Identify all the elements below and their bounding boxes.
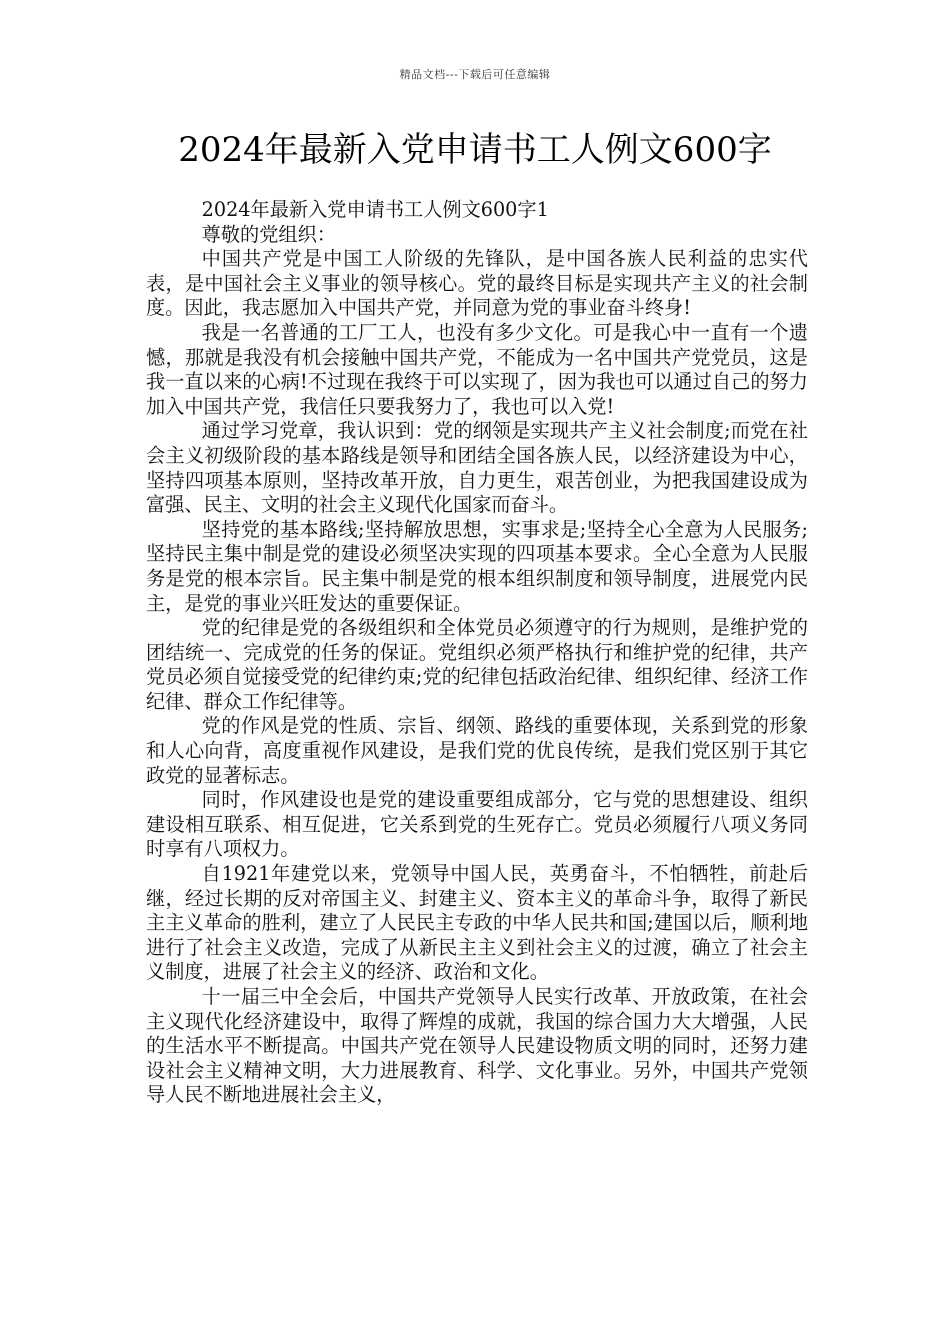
document-title: 2024年最新入党申请书工人例文600字 [178,130,772,170]
paragraph-5: 党的纪律是党的各级组织和全体党员必须遵守的行为规则，是维护党的团结统一、完成党的任务的保证。党组织必须严格执行和维护党的纪律，共产党员必须自觉接受党的纪律约束;党的纪律包括政治纪律、组织纪律、经济工作纪律、群众工作纪律等。 [146,616,808,713]
paragraph-6: 党的作风是党的性质、宗旨、纲领、路线的重要体现，关系到党的形象和人心向背，高度重视作风建设，是我们党的优良传统，是我们党区别于其它政党的显著标志。 [146,714,808,787]
paragraph-8: 自1921年建党以来，党领导中国人民，英勇奋斗，不怕牺牲，前赴后继，经过长期的反对帝国主义、封建主义、资本主义的革命斗争，取得了新民主主义革命的胜利，建立了人民民主专政的中华人民共和国;建国以后，顺利地进行了社会主义改造，完成了从新民主主义到社会主义的过渡，确立了社会主义制度，进展了社会主义的经济、政治和文化。 [146,862,808,984]
header-note: 精品文档---下载后可任意编辑 [399,68,551,81]
document-subtitle: 2024年最新入党申请书工人例文600字1 [201,198,549,221]
paragraph-2: 我是一名普通的工厂工人，也没有多少文化。可是我心中一直有一个遗憾，那就是我没有机会接触中国共产党，不能成为一名中国共产党党员，这是我一直以来的心病!不过现在我终于可以实现了，因为我也可以通过自己的努力加入中国共产党，我信任只要我努力了，我也可以入党! [146,320,808,418]
salutation: 尊敬的党组织： [201,222,336,246]
document-body [146,198,808,1108]
paragraph-4: 坚持党的基本路线;坚持解放思想，实事求是;坚持全心全意为人民服务;坚持民主集中制是党的建设必须坚决实现的四项基本要求。全心全意为人民服务是党的根本宗旨。民主集中制是党的根本组织制度和领导制度，进展党内民主，是党的事业兴旺发达的重要保证。 [146,517,808,615]
paragraph-3: 通过学习党章，我认识到：党的纲领是实现共产主义社会制度;而党在社会主义初级阶段的基本路线是领导和团结全国各族人民，以经济建设为中心，坚持四项基本原则，坚持改革开放，自力更生，艰苦创业，为把我国建设成为富强、民主、文明的社会主义现代化国家而奋斗。 [146,419,808,517]
paragraph-1: 中国共产党是中国工人阶级的先锋队，是中国各族人民利益的忠实代表，是中国社会主义事业的领导核心。党的最终目标是实现共产主义的社会制度。因此，我志愿加入中国共产党，并同意为党的事业奋斗终身! [146,247,808,320]
paragraph-7: 同时，作风建设也是党的建设重要组成部分，它与党的思想建设、组织建设相互联系、相互促进，它关系到党的生死存亡。党员必须履行八项义务同时享有八项权力。 [146,788,808,861]
paragraph-9: 十一届三中全会后，中国共产党领导人民实行改革、开放政策，在社会主义现代化经济建设中，取得了辉煌的成就，我国的综合国力大大增强，人民的生活水平不断提高。中国共产党在领导人民建设物质文明的同时，还努力建设社会主义精神文明，大力进展教育、科学、文化事业。另外，中国共产党领导人民不断地进展社会主义， [146,985,808,1107]
